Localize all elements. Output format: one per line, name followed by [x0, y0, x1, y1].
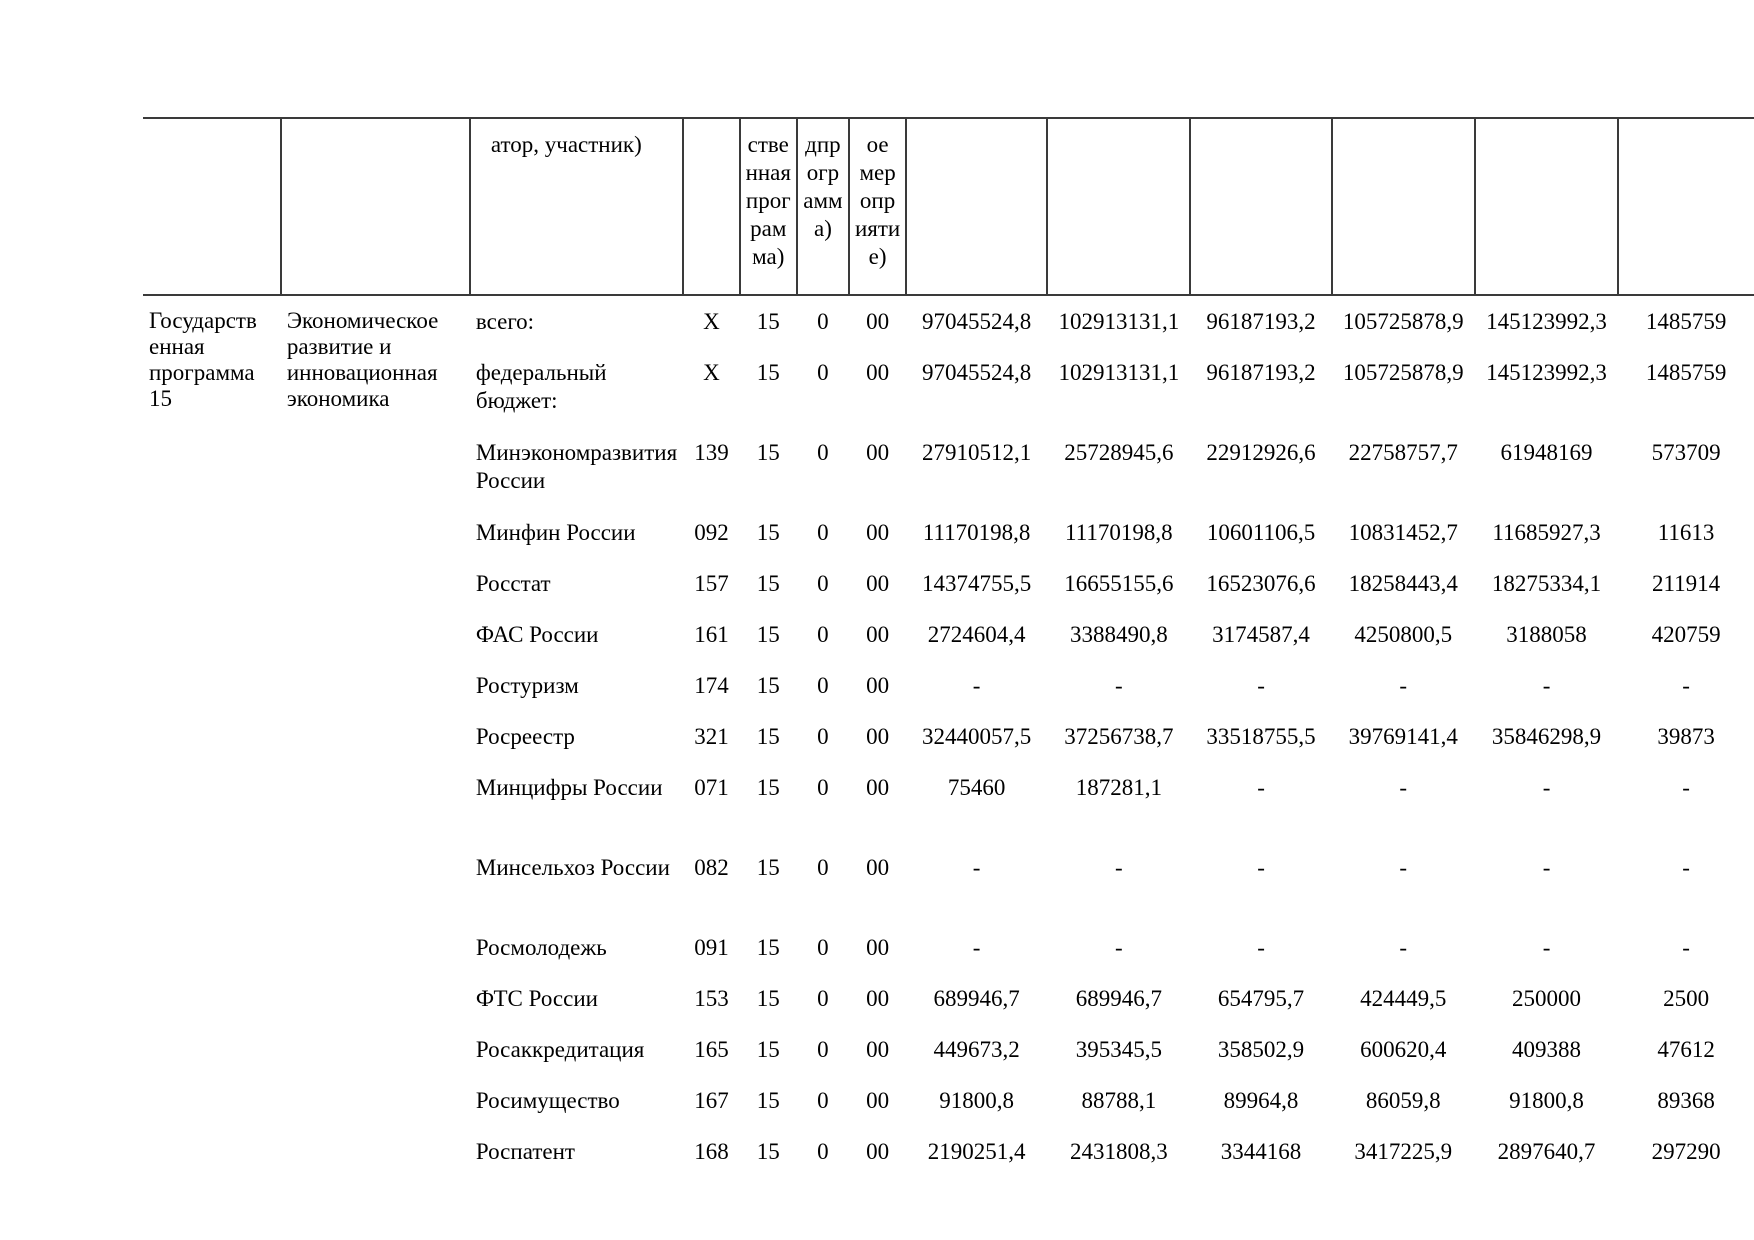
amount-cell: 25728945,6 [1064, 440, 1174, 465]
amount-cell: 4250800,5 [1354, 622, 1453, 647]
amount-cell: - [1257, 935, 1265, 960]
amount-cell: 27910512,1 [921, 440, 1032, 465]
table-header [143, 118, 1754, 295]
amount-cell: 11170198,8 [1065, 520, 1173, 545]
participant-cell: федеральный бюджет: [475, 360, 607, 413]
participant-cell: Минцифры России [475, 775, 663, 800]
amount-cell: 91800,8 [1509, 1088, 1584, 1113]
pp-code-cell: 0 [817, 775, 829, 800]
pp-code-cell: 0 [817, 855, 829, 880]
pp-code-cell: 0 [817, 986, 829, 1011]
amount-cell: 88788,1 [1081, 1088, 1157, 1113]
amount-cell: 654795,7 [1217, 986, 1305, 1011]
amount-cell: 75460 [947, 775, 1006, 800]
amount-cell: - [1257, 775, 1265, 800]
amount-cell: 2897640,7 [1497, 1139, 1596, 1164]
amount-cell: - [1682, 673, 1690, 698]
amount-cell: 18258443,4 [1348, 571, 1458, 596]
participant-cell: Роспатент [475, 1139, 575, 1164]
gp-code-cell: 15 [756, 1139, 780, 1164]
om-code-cell: 00 [866, 724, 890, 749]
participant-cell: всего: [475, 309, 535, 334]
amount-cell: - [1542, 935, 1551, 960]
amount-cell: 14374755,5 [921, 571, 1032, 596]
amount-cell: 33518755,5 [1206, 724, 1316, 749]
gp-code-cell: 15 [756, 360, 780, 385]
grbs-code-cell: 153 [694, 986, 729, 1011]
gp-code-cell: 15 [756, 1037, 780, 1062]
participant-cell: Росимущество [475, 1088, 620, 1113]
amount-cell: 3344168 [1220, 1139, 1302, 1164]
participant-cell: Росстат [475, 571, 551, 596]
amount-cell: 449673,2 [933, 1037, 1020, 1062]
amount-cell: - [1682, 855, 1690, 880]
amount-cell: 409388 [1512, 1037, 1582, 1062]
budget-table [143, 117, 1754, 1189]
amount-cell: - [972, 855, 981, 880]
participant-cell: Росаккредитация [475, 1037, 645, 1062]
amount-cell: 18275334,1 [1491, 571, 1602, 596]
pp-code-cell: 0 [817, 360, 829, 385]
header-om: ое мер опр ияти е) [849, 118, 906, 295]
amount-cell: 39769141,4 [1348, 724, 1458, 749]
amount-cell: - [1682, 775, 1690, 800]
header-participant: атор, участник) [470, 118, 683, 295]
amount-cell: - [1114, 935, 1123, 960]
amount-cell: - [1257, 855, 1265, 880]
grbs-code-cell: 321 [694, 724, 729, 749]
amount-cell: - [1542, 855, 1551, 880]
gp-code-cell: 15 [756, 622, 780, 647]
amount-cell: 10601106,5 [1206, 520, 1316, 545]
om-code-cell: 00 [866, 935, 890, 960]
grbs-code-cell: 167 [694, 1088, 729, 1113]
om-code-cell: 00 [866, 775, 890, 800]
amount-cell: - [1399, 673, 1408, 698]
om-code-cell: 00 [866, 440, 890, 465]
amount-cell: 16655155,6 [1064, 571, 1174, 596]
amount-cell: 424449,5 [1360, 986, 1447, 1011]
amount-cell: 105725878,9 [1342, 360, 1464, 385]
amount-cell: 145123992,3 [1486, 360, 1607, 385]
amount-cell: 573709 [1651, 440, 1721, 465]
om-code-cell: 00 [866, 986, 890, 1011]
program-status-cell: Государств енная программа 15 [149, 308, 257, 411]
gp-code-cell: 15 [756, 309, 780, 334]
amount-cell: 11170198,8 [922, 520, 1031, 545]
amount-cell: 35846298,9 [1491, 724, 1602, 749]
amount-cell: 600620,4 [1360, 1037, 1447, 1062]
grbs-code-cell: X [703, 360, 720, 385]
participant-cell: Минэкономразвития России [475, 440, 678, 493]
gp-code-cell: 15 [756, 986, 780, 1011]
amount-cell: - [1399, 935, 1408, 960]
pp-code-cell: 0 [817, 622, 829, 647]
amount-cell: - [972, 935, 981, 960]
grbs-code-cell: 092 [694, 520, 729, 545]
amount-cell: - [1542, 673, 1551, 698]
amount-cell: 97045524,8 [921, 360, 1032, 385]
pp-code-cell: 0 [817, 1088, 829, 1113]
header-year-5 [1475, 118, 1618, 295]
grbs-code-cell: 139 [694, 440, 729, 465]
amount-cell: 32440057,5 [921, 724, 1032, 749]
pp-code-cell: 0 [817, 309, 829, 334]
header-pp: дпр огр амм а) [797, 118, 849, 295]
amount-cell: 689946,7 [1075, 986, 1162, 1011]
om-code-cell: 00 [866, 1037, 890, 1062]
header-row [143, 118, 1754, 295]
gp-code-cell: 15 [756, 855, 780, 880]
grbs-code-cell: 174 [694, 673, 729, 698]
gp-code-cell: 15 [756, 571, 780, 596]
gp-code-cell: 15 [756, 1088, 780, 1113]
amount-cell: 2431808,3 [1069, 1139, 1168, 1164]
amount-cell: 3417225,9 [1354, 1139, 1453, 1164]
amount-cell: 1485759 [1645, 309, 1727, 334]
amount-cell: - [972, 673, 981, 698]
table-body [143, 295, 1754, 1189]
pp-code-cell: 0 [817, 1139, 829, 1164]
header-grbs [683, 118, 740, 295]
amount-cell: 1485759 [1645, 360, 1727, 385]
gp-code-cell: 15 [756, 935, 780, 960]
table-row [143, 295, 1754, 359]
amount-cell: 2190251,4 [927, 1139, 1026, 1164]
amount-cell: 3174587,4 [1212, 622, 1310, 647]
amount-cell: 187281,1 [1075, 775, 1162, 800]
participant-cell: Росреестр [475, 724, 575, 749]
amount-cell: 37256738,7 [1064, 724, 1174, 749]
amount-cell: 22912926,6 [1206, 440, 1316, 465]
om-code-cell: 00 [866, 360, 890, 385]
amount-cell: 16523076,6 [1206, 571, 1316, 596]
header-year-3 [1190, 118, 1331, 295]
amount-cell: 39873 [1657, 724, 1715, 749]
amount-cell: 89964,8 [1223, 1088, 1299, 1113]
amount-cell: - [1542, 775, 1551, 800]
participant-cell: Росмолодежь [475, 935, 607, 960]
om-code-cell: 00 [866, 1139, 890, 1164]
grbs-code-cell: 082 [694, 855, 729, 880]
amount-cell: - [1257, 673, 1265, 698]
gp-code-cell: 15 [756, 520, 780, 545]
om-code-cell: 00 [866, 309, 890, 334]
grbs-code-cell: 168 [694, 1139, 729, 1164]
amount-cell: 420759 [1651, 622, 1721, 647]
amount-cell: 250000 [1512, 986, 1582, 1011]
amount-cell: 3188058 [1506, 622, 1587, 647]
amount-cell: 89368 [1657, 1088, 1715, 1113]
amount-cell: 91800,8 [939, 1088, 1014, 1113]
grbs-code-cell: 161 [694, 622, 729, 647]
participant-cell: Минсельхоз России [475, 855, 670, 880]
om-code-cell: 00 [866, 855, 890, 880]
header-year-6 [1618, 118, 1754, 295]
header-year-1 [906, 118, 1047, 295]
amount-cell: - [1399, 775, 1408, 800]
header-year-2 [1047, 118, 1190, 295]
amount-cell: 3388490,8 [1069, 622, 1168, 647]
om-code-cell: 00 [866, 1088, 890, 1113]
header-year-4 [1332, 118, 1475, 295]
pp-code-cell: 0 [817, 724, 829, 749]
program-name-cell: Экономическое развитие и инновационная экономика [286, 308, 439, 411]
amount-cell: 96187193,2 [1206, 309, 1316, 334]
amount-cell: - [1682, 935, 1690, 960]
amount-cell: 105725878,9 [1342, 309, 1464, 334]
grbs-code-cell: X [703, 309, 720, 334]
amount-cell: - [1114, 855, 1123, 880]
amount-cell: - [1114, 673, 1123, 698]
amount-cell: 2500 [1663, 986, 1710, 1011]
grbs-code-cell: 071 [694, 775, 729, 800]
participant-cell: Ростуризм [475, 673, 579, 698]
amount-cell: 211914 [1652, 571, 1721, 596]
gp-code-cell: 15 [756, 440, 780, 465]
grbs-code-cell: 165 [694, 1037, 729, 1062]
header-name [281, 118, 470, 295]
amount-cell: 96187193,2 [1206, 360, 1316, 385]
participant-cell: ФТС России [475, 986, 598, 1011]
gp-code-cell: 15 [756, 775, 780, 800]
pp-code-cell: 0 [817, 935, 829, 960]
amount-cell: 47612 [1657, 1037, 1715, 1062]
amount-cell: 395345,5 [1075, 1037, 1162, 1062]
header-status [143, 118, 281, 295]
amount-cell: 102913131,1 [1058, 309, 1180, 334]
amount-cell: 11685927,3 [1492, 520, 1601, 545]
amount-cell: 61948169 [1500, 440, 1593, 465]
om-code-cell: 00 [866, 571, 890, 596]
pp-code-cell: 0 [817, 673, 829, 698]
amount-cell: 11613 [1657, 520, 1715, 545]
amount-cell: 145123992,3 [1486, 309, 1607, 334]
amount-cell: 102913131,1 [1058, 360, 1180, 385]
participant-cell: Минфин России [475, 520, 636, 545]
amount-cell: 358502,9 [1217, 1037, 1305, 1062]
pp-code-cell: 0 [817, 440, 829, 465]
om-code-cell: 00 [866, 622, 890, 647]
amount-cell: 10831452,7 [1348, 520, 1458, 545]
gp-code-cell: 15 [756, 673, 780, 698]
header-gp: стве нная прог рам ма) [740, 118, 797, 295]
grbs-code-cell: 091 [694, 935, 729, 960]
pp-code-cell: 0 [817, 520, 829, 545]
amount-cell: 689946,7 [933, 986, 1020, 1011]
pp-code-cell: 0 [817, 571, 829, 596]
amount-cell: 22758757,7 [1348, 440, 1458, 465]
amount-cell: - [1399, 855, 1408, 880]
grbs-code-cell: 157 [694, 571, 729, 596]
amount-cell: 2724604,4 [927, 622, 1026, 647]
amount-cell: 86059,8 [1365, 1088, 1441, 1113]
om-code-cell: 00 [866, 673, 890, 698]
pp-code-cell: 0 [817, 1037, 829, 1062]
amount-cell: 297290 [1651, 1139, 1721, 1164]
participant-cell: ФАС России [475, 622, 599, 647]
gp-code-cell: 15 [756, 724, 780, 749]
om-code-cell: 00 [866, 520, 890, 545]
amount-cell: 97045524,8 [921, 309, 1032, 334]
